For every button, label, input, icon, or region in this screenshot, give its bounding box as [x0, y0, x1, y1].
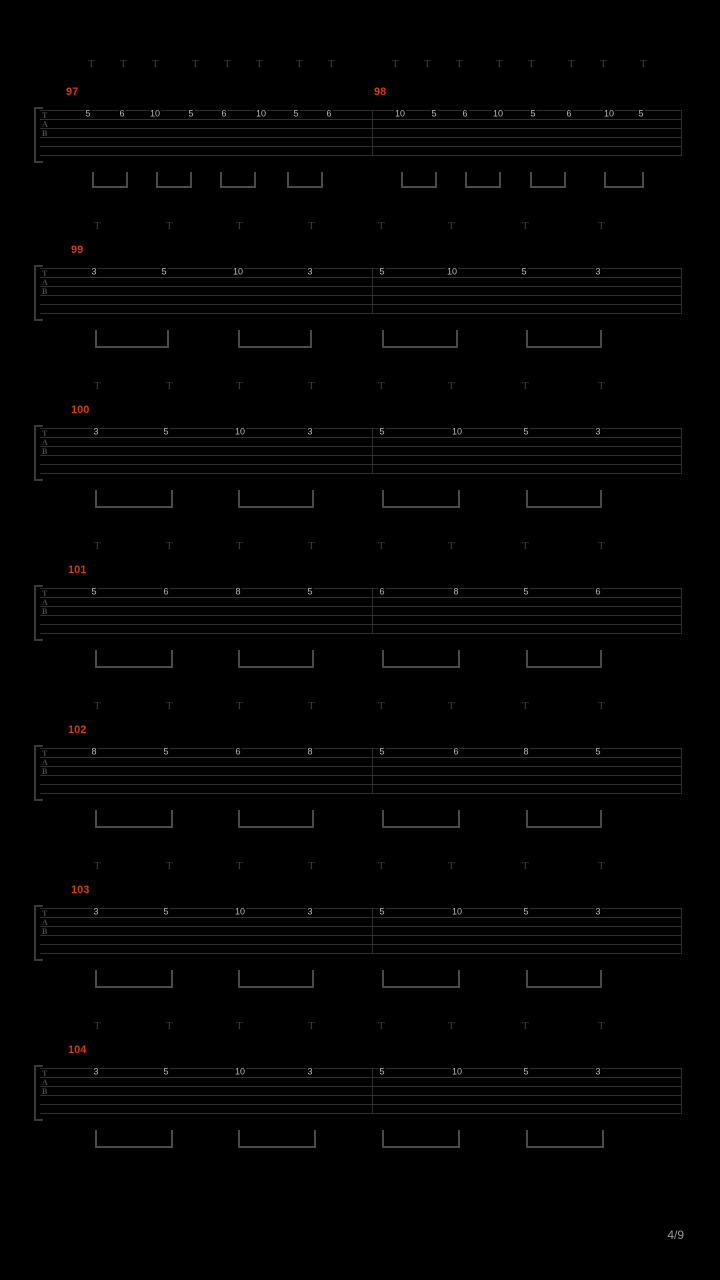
tab-staff	[40, 1068, 682, 1114]
tab-staff	[40, 588, 682, 634]
tempo-mark: T	[522, 220, 529, 232]
tempo-mark: T	[378, 1020, 385, 1032]
staff-line	[40, 917, 682, 918]
tempo-mark: T	[236, 1020, 243, 1032]
note-beam	[382, 490, 460, 508]
staff-line	[40, 268, 682, 269]
note-beam	[382, 970, 460, 988]
note-beam	[156, 172, 192, 188]
note-beam	[287, 172, 323, 188]
measure-number: 97	[66, 86, 79, 98]
tempo-mark: T	[224, 58, 231, 70]
fret-number: 5	[379, 266, 385, 277]
tab-clef-letter: T	[42, 749, 48, 758]
note-beam	[526, 490, 602, 508]
fret-number: 10	[255, 108, 267, 119]
barline	[681, 588, 682, 634]
tempo-mark: T	[256, 58, 263, 70]
fret-number: 6	[326, 108, 332, 119]
tab-clef-letter: B	[42, 287, 48, 296]
fret-number: 5	[523, 906, 529, 917]
tempo-mark: T	[308, 380, 315, 392]
note-beam	[401, 172, 437, 188]
fret-number: 5	[379, 426, 385, 437]
tempo-mark: T	[378, 860, 385, 872]
tempo-mark: T	[236, 220, 243, 232]
tempo-mark: T	[568, 58, 575, 70]
staff-line	[40, 137, 682, 138]
tempo-mark: T	[598, 220, 605, 232]
tab-clef-letter: T	[42, 909, 48, 918]
tab-clef	[42, 909, 48, 936]
fret-number: 8	[453, 586, 459, 597]
fret-number: 6	[221, 108, 227, 119]
tempo-mark: T	[152, 58, 159, 70]
note-beam	[95, 810, 173, 828]
note-beam	[526, 330, 602, 348]
tempo-mark: T	[640, 58, 647, 70]
tab-staff	[40, 110, 682, 156]
note-beam	[95, 970, 173, 988]
tempo-mark: T	[448, 540, 455, 552]
fret-number: 3	[93, 426, 99, 437]
fret-number: 5	[307, 586, 313, 597]
barline	[681, 748, 682, 794]
tempo-mark: T	[236, 700, 243, 712]
tempo-mark: T	[166, 220, 173, 232]
tempo-mark: T	[522, 1020, 529, 1032]
tempo-mark: T	[598, 700, 605, 712]
fret-number: 8	[523, 746, 529, 757]
staff-line	[40, 624, 682, 625]
fret-number: 3	[307, 906, 313, 917]
fret-number: 3	[91, 266, 97, 277]
staff-line	[40, 119, 682, 120]
tempo-mark: T	[236, 540, 243, 552]
tempo-mark: T	[166, 860, 173, 872]
staff-line	[40, 953, 682, 954]
staff-line	[40, 313, 682, 314]
staff-line	[40, 615, 682, 616]
fret-number: 5	[638, 108, 644, 119]
tempo-mark: T	[94, 1020, 101, 1032]
note-beam	[238, 650, 314, 668]
fret-number: 5	[379, 1066, 385, 1077]
tab-clef-letter: A	[42, 758, 48, 767]
tempo-mark: T	[166, 540, 173, 552]
barline	[372, 588, 373, 634]
staff-line	[40, 128, 682, 129]
tempo-mark: T	[522, 860, 529, 872]
fret-number: 10	[234, 906, 246, 917]
tab-clef	[42, 589, 48, 616]
fret-number: 10	[446, 266, 458, 277]
staff-line	[40, 286, 682, 287]
barline	[372, 908, 373, 954]
note-beam	[382, 330, 458, 348]
note-beam	[382, 1130, 460, 1148]
note-beam	[238, 330, 312, 348]
fret-number: 5	[163, 906, 169, 917]
barline	[681, 110, 682, 156]
staff-line	[40, 748, 682, 749]
fret-number: 5	[379, 906, 385, 917]
tempo-mark: T	[424, 58, 431, 70]
tempo-mark: T	[448, 220, 455, 232]
tempo-mark: T	[598, 860, 605, 872]
note-beam	[95, 1130, 173, 1148]
tempo-mark: T	[598, 540, 605, 552]
staff-line	[40, 110, 682, 111]
tempo-mark: T	[448, 380, 455, 392]
tab-clef-letter: B	[42, 927, 48, 936]
fret-number: 5	[163, 426, 169, 437]
staff-line	[40, 1104, 682, 1105]
tempo-mark: T	[296, 58, 303, 70]
fret-number: 3	[93, 1066, 99, 1077]
fret-number: 6	[595, 586, 601, 597]
tempo-mark: T	[456, 58, 463, 70]
staff-line	[40, 588, 682, 589]
barline	[681, 908, 682, 954]
staff-line	[40, 757, 682, 758]
staff-line	[40, 1086, 682, 1087]
tempo-mark: T	[598, 1020, 605, 1032]
fret-number: 10	[451, 426, 463, 437]
tempo-mark: T	[392, 58, 399, 70]
tempo-mark: T	[166, 1020, 173, 1032]
tempo-mark: T	[378, 380, 385, 392]
measure-number: 102	[68, 724, 87, 736]
fret-number: 6	[163, 586, 169, 597]
fret-number: 5	[523, 1066, 529, 1077]
staff-line	[40, 473, 682, 474]
tab-clef-letter: A	[42, 278, 48, 287]
fret-number: 6	[566, 108, 572, 119]
measure-number: 98	[374, 86, 387, 98]
fret-number: 10	[149, 108, 161, 119]
tempo-mark: T	[94, 380, 101, 392]
barline	[372, 1068, 373, 1114]
tempo-mark: T	[496, 58, 503, 70]
measure-number: 99	[71, 244, 84, 256]
note-beam	[238, 1130, 316, 1148]
fret-number: 5	[85, 108, 91, 119]
barline	[372, 268, 373, 314]
fret-number: 5	[521, 266, 527, 277]
tempo-mark: T	[522, 540, 529, 552]
fret-number: 3	[595, 906, 601, 917]
tempo-mark: T	[448, 1020, 455, 1032]
tab-clef-letter: B	[42, 767, 48, 776]
tab-staff	[40, 268, 682, 314]
tempo-mark: T	[94, 540, 101, 552]
tab-clef-letter: T	[42, 111, 48, 120]
tempo-mark: T	[236, 860, 243, 872]
tab-clef-letter: B	[42, 129, 48, 138]
note-beam	[95, 490, 173, 508]
staff-line	[40, 437, 682, 438]
fret-number: 10	[232, 266, 244, 277]
fret-number: 5	[523, 586, 529, 597]
tempo-mark: T	[94, 860, 101, 872]
staff-line	[40, 1095, 682, 1096]
measure-number: 104	[68, 1044, 87, 1056]
note-beam	[238, 970, 314, 988]
staff-line	[40, 766, 682, 767]
tab-clef-letter: T	[42, 269, 48, 278]
fret-number: 5	[379, 746, 385, 757]
tab-clef-letter: A	[42, 918, 48, 927]
staff-line	[40, 1077, 682, 1078]
tab-clef-letter: B	[42, 1087, 48, 1096]
tab-staff	[40, 428, 682, 474]
staff-line	[40, 277, 682, 278]
tab-clef-letter: T	[42, 1069, 48, 1078]
fret-number: 10	[234, 1066, 246, 1077]
note-beam	[92, 172, 128, 188]
fret-number: 6	[453, 746, 459, 757]
staff-line	[40, 146, 682, 147]
staff-line	[40, 455, 682, 456]
tempo-mark: T	[308, 860, 315, 872]
fret-number: 3	[595, 266, 601, 277]
staff-line	[40, 597, 682, 598]
fret-number: 6	[462, 108, 468, 119]
tab-clef-letter: A	[42, 1078, 48, 1087]
tab-clef	[42, 1069, 48, 1096]
tempo-mark: T	[308, 220, 315, 232]
measure-number: 103	[71, 884, 90, 896]
staff-line	[40, 908, 682, 909]
note-beam	[526, 810, 602, 828]
staff-line	[40, 793, 682, 794]
tab-clef-letter: A	[42, 438, 48, 447]
note-beam	[238, 810, 314, 828]
tempo-mark: T	[378, 220, 385, 232]
note-beam	[526, 970, 602, 988]
tempo-mark: T	[598, 380, 605, 392]
staff-line	[40, 446, 682, 447]
staff-line	[40, 633, 682, 634]
staff-line	[40, 926, 682, 927]
staff-line	[40, 935, 682, 936]
fret-number: 8	[91, 746, 97, 757]
tab-clef-letter: B	[42, 447, 48, 456]
fret-number: 5	[161, 266, 167, 277]
fret-number: 5	[431, 108, 437, 119]
tab-clef-letter: T	[42, 429, 48, 438]
staff-line	[40, 464, 682, 465]
fret-number: 5	[91, 586, 97, 597]
staff-line	[40, 428, 682, 429]
note-beam	[530, 172, 566, 188]
tempo-mark: T	[94, 700, 101, 712]
tab-clef	[42, 749, 48, 776]
fret-number: 3	[595, 1066, 601, 1077]
barline	[681, 268, 682, 314]
tempo-mark: T	[308, 540, 315, 552]
fret-number: 10	[451, 1066, 463, 1077]
note-beam	[238, 490, 314, 508]
tempo-mark: T	[120, 58, 127, 70]
tab-clef	[42, 111, 48, 138]
staff-line	[40, 155, 682, 156]
tempo-mark: T	[236, 380, 243, 392]
fret-number: 10	[603, 108, 615, 119]
fret-number: 5	[530, 108, 536, 119]
note-beam	[526, 650, 602, 668]
staff-line	[40, 1113, 682, 1114]
tempo-mark: T	[94, 220, 101, 232]
staff-line	[40, 944, 682, 945]
note-beam	[382, 650, 460, 668]
fret-number: 3	[93, 906, 99, 917]
fret-number: 6	[235, 746, 241, 757]
fret-number: 3	[307, 426, 313, 437]
tempo-mark: T	[308, 700, 315, 712]
tempo-mark: T	[308, 1020, 315, 1032]
fret-number: 5	[293, 108, 299, 119]
tempo-mark: T	[378, 540, 385, 552]
staff-line	[40, 295, 682, 296]
measure-number: 100	[71, 404, 90, 416]
tempo-mark: T	[192, 58, 199, 70]
tempo-mark: T	[328, 58, 335, 70]
note-beam	[526, 1130, 604, 1148]
tab-staff	[40, 748, 682, 794]
fret-number: 8	[235, 586, 241, 597]
note-beam	[465, 172, 501, 188]
tab-clef	[42, 429, 48, 456]
staff-line	[40, 304, 682, 305]
measure-number: 101	[68, 564, 87, 576]
tab-clef-letter: B	[42, 607, 48, 616]
fret-number: 10	[492, 108, 504, 119]
tab-clef-letter: A	[42, 120, 48, 129]
fret-number: 10	[451, 906, 463, 917]
barline	[681, 428, 682, 474]
tempo-mark: T	[528, 58, 535, 70]
tempo-mark: T	[522, 700, 529, 712]
fret-number: 5	[163, 1066, 169, 1077]
note-beam	[220, 172, 256, 188]
fret-number: 3	[307, 1066, 313, 1077]
staff-line	[40, 1068, 682, 1069]
note-beam	[95, 330, 169, 348]
tempo-mark: T	[600, 58, 607, 70]
tempo-mark: T	[522, 380, 529, 392]
fret-number: 8	[307, 746, 313, 757]
tab-clef-letter: T	[42, 589, 48, 598]
barline	[372, 748, 373, 794]
tempo-mark: T	[166, 700, 173, 712]
staff-line	[40, 606, 682, 607]
tempo-mark: T	[166, 380, 173, 392]
note-beam	[382, 810, 460, 828]
fret-number: 10	[394, 108, 406, 119]
fret-number: 3	[595, 426, 601, 437]
note-beam	[95, 650, 173, 668]
fret-number: 5	[163, 746, 169, 757]
fret-number: 5	[595, 746, 601, 757]
fret-number: 6	[379, 586, 385, 597]
tab-clef-letter: A	[42, 598, 48, 607]
fret-number: 6	[119, 108, 125, 119]
barline	[372, 110, 373, 156]
tempo-mark: T	[448, 700, 455, 712]
tab-clef	[42, 269, 48, 296]
fret-number: 5	[523, 426, 529, 437]
tab-staff	[40, 908, 682, 954]
barline	[372, 428, 373, 474]
tempo-mark: T	[88, 58, 95, 70]
tempo-mark: T	[378, 700, 385, 712]
note-beam	[604, 172, 644, 188]
staff-line	[40, 784, 682, 785]
staff-line	[40, 775, 682, 776]
fret-number: 5	[188, 108, 194, 119]
tempo-mark: T	[448, 860, 455, 872]
fret-number: 3	[307, 266, 313, 277]
barline	[681, 1068, 682, 1114]
fret-number: 10	[234, 426, 246, 437]
page-number: 4/9	[667, 1228, 684, 1242]
